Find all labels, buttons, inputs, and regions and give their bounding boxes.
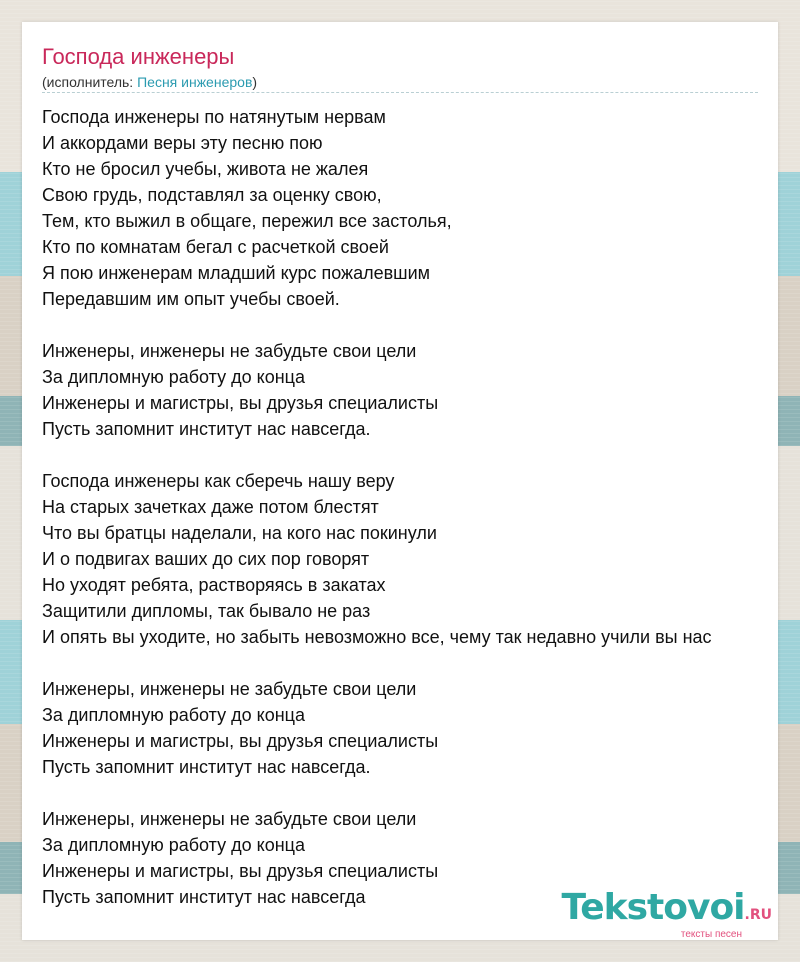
song-title: Господа инженеры — [42, 44, 235, 69]
lyrics-line: Господа инженеры по натянутым нервам — [42, 107, 386, 127]
lyrics-stanza — [42, 468, 712, 650]
lyrics-line: Свою грудь, подставлял за оценку свою, — [42, 185, 382, 205]
lyrics-line: Инженеры и магистры, вы друзья специалисты — [42, 731, 439, 751]
lyrics-line: Инженеры, инженеры не забудьте свои цели — [42, 809, 417, 829]
lyrics-line: Но уходят ребята, растворяясь в закатах — [42, 575, 386, 595]
logo-tld: .RU — [744, 907, 772, 923]
lyrics-line: Защитили дипломы, так бывало не раз — [42, 601, 371, 621]
lyrics-line: Пусть запомнит институт нас навсегда — [42, 887, 366, 907]
lyrics-line: Передавшим им опыт учебы своей. — [42, 289, 340, 309]
lyrics-line: Что вы братцы наделали, на кого нас покинули — [42, 523, 437, 543]
lyrics-line: Инженеры, инженеры не забудьте свои цели — [42, 679, 417, 699]
lyrics-line: За дипломную работу до конца — [42, 367, 305, 387]
lyrics-line: За дипломную работу до конца — [42, 835, 305, 855]
logo-tagline: тексты песен — [680, 929, 742, 940]
logo-wordmark — [561, 889, 772, 934]
lyrics-line: Инженеры и магистры, вы друзья специалисты — [42, 393, 439, 413]
lyrics-line: И о подвигах ваших до сих пор говорят — [42, 549, 370, 569]
lyrics-line: Господа инженеры как сберечь нашу веру — [42, 471, 395, 491]
lyrics-line: Пусть запомнит институт нас навсегда. — [42, 757, 371, 777]
lyrics-line: На старых зачетках даже потом блестят — [42, 497, 379, 517]
site-logo[interactable] — [561, 889, 772, 940]
logo-name: Tekstovoi — [561, 887, 745, 928]
artist-suffix: ) — [252, 74, 258, 90]
artist-line — [42, 73, 257, 91]
lyrics-line: И аккордами веры эту песню пою — [42, 133, 323, 153]
lyrics-line: И опять вы уходите, но забыть невозможно все, чему так недавно учили вы нас — [42, 627, 712, 647]
lyrics-line: Инженеры, инженеры не забудьте свои цели — [42, 341, 417, 361]
lyrics-stanza — [42, 104, 712, 312]
lyrics-line: Тем, кто выжил в общаге, пережил все застолья, — [42, 211, 452, 231]
lyrics-line: Я пою инженерам младший курс пожалевшим — [42, 263, 431, 283]
lyrics-line: Кто не бросил учебы, живота не жалея — [42, 159, 369, 179]
lyrics-line: Инженеры и магистры, вы друзья специалисты — [42, 861, 439, 881]
lyrics-stanza — [42, 338, 712, 442]
artist-link[interactable]: Песня инженеров — [137, 74, 253, 90]
lyrics-stanza — [42, 676, 712, 780]
lyrics-line: Пусть запомнит институт нас навсегда. — [42, 419, 371, 439]
artist-prefix: (исполнитель: — [42, 74, 138, 90]
lyrics-text — [42, 104, 712, 910]
title-divider — [42, 92, 758, 93]
lyrics-line: Кто по комнатам бегал с расчеткой своей — [42, 237, 389, 257]
lyrics-card — [22, 22, 778, 940]
lyrics-line: За дипломную работу до конца — [42, 705, 305, 725]
